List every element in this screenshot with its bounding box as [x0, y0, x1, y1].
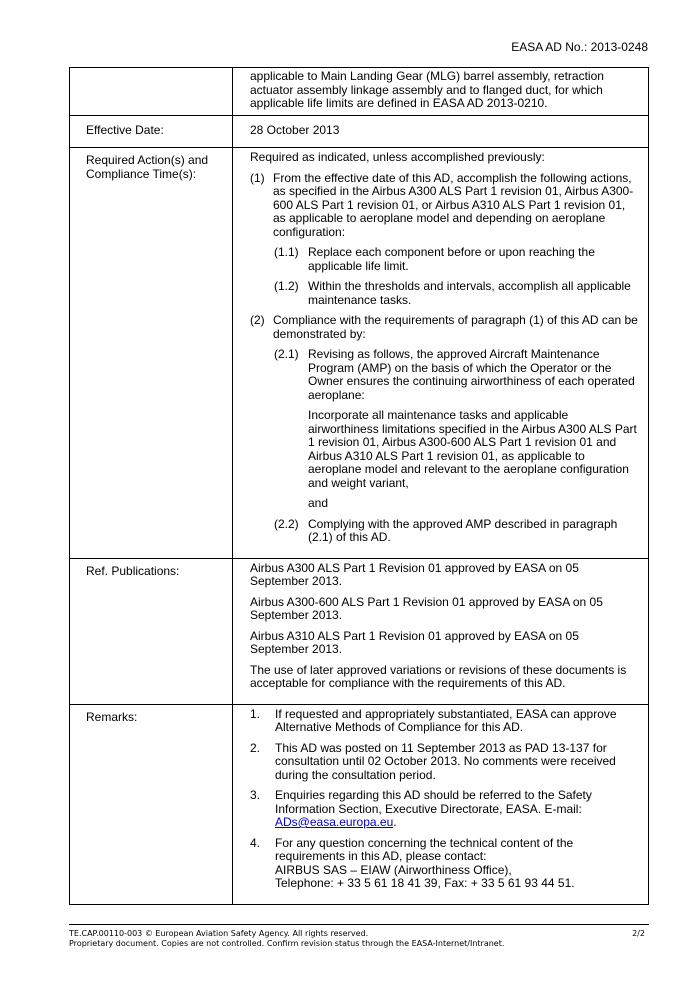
and-text: and: [308, 496, 329, 510]
remark-3: 3. Enquiries regarding this AD should be referred to the Safety Information Section, Executive Directorate, EASA. E-mail: ADs@easa.europa.eu.: [250, 788, 592, 829]
paragraph-2: (2) Compliance with the requirements of paragraph (1) of this AD can be demonstrated by:: [250, 313, 638, 341]
ref-publications-label: Ref. Publications:: [70, 558, 233, 704]
paragraph-2-2: (2.2) Complying with the approved AMP described in paragraph (2.1) of this AD.: [274, 516, 618, 544]
email-link[interactable]: ADs@easa.europa.eu: [275, 815, 394, 829]
ref-item: Airbus A310 ALS Part 1 Revision 01 approved by EASA on 05 September 2013.: [250, 628, 579, 656]
required-actions-row: [70, 148, 649, 559]
remarks-label: Remarks:: [70, 704, 233, 904]
ad-number-header: EASA AD No.: 2013-0248: [511, 40, 648, 54]
remarks-content: [233, 704, 649, 904]
applicability-row: [70, 68, 649, 116]
effective-date-row: [70, 115, 649, 148]
required-actions-content: [233, 148, 649, 559]
footer-disclaimer: Proprietary document. Copies are not controlled. Confirm revision status through the EASA-Internet/Intranet.: [69, 939, 505, 948]
remarks-row: [70, 704, 649, 904]
remark-2: 2. This AD was posted on 11 September 2013 as PAD 13-137 for consultation until 02 October 2013. No comments were received during the consultation period.: [250, 740, 616, 782]
paragraph-2-1-detail: Incorporate all maintenance tasks and applicable airworthiness limitations specified in the Airbus A300 ALS Part 1 revision 01, Airbus A300-600 ALS Part 1 revision 01 and Airbus A310 ALS Part 1 revision 01, as applicable to aeroplane model and relevant to the aeroplane configuration and weight variant,: [308, 408, 637, 490]
effective-date-value: 28 October 2013: [233, 115, 649, 148]
paragraph-1-1: (1.1) Replace each component before or upon reaching the applicable life limit.: [274, 245, 595, 273]
applicability-value: applicable to Main Landing Gear (MLG) barrel assembly, retraction actuator assembly linkage assembly and to flanged duct, for which applicable life limits are defined in EASA AD 2013-0210.: [233, 68, 649, 116]
paragraph-2-1: (2.1) Revising as follows, the approved Aircraft Maintenance Program (AMP) on the basis of which the Operator or the Owner ensures the continuing airworthiness of each operated aeroplane:: [274, 347, 635, 402]
ref-item: Airbus A300 ALS Part 1 Revision 01 approved by EASA on 05 September 2013.: [250, 560, 579, 588]
ref-publications-content: [233, 558, 649, 704]
ref-publications-row: [70, 558, 649, 704]
required-actions-label: Required Action(s) and Compliance Time(s):: [70, 148, 233, 559]
ref-item: The use of later approved variations or revisions of these documents is acceptable for compliance with the requirements of this AD.: [250, 662, 627, 690]
effective-date-label: Effective Date:: [70, 115, 233, 148]
ref-item: Airbus A300-600 ALS Part 1 Revision 01 approved by EASA on 05 September 2013.: [250, 594, 603, 622]
remark-1: 1. If requested and appropriately substantiated, EASA can approve Alternative Methods of Compliance for this AD.: [250, 706, 617, 734]
required-intro: Required as indicated, unless accomplished previously:: [250, 150, 545, 164]
page-number: 2/2: [632, 929, 645, 938]
ad-table: [69, 67, 649, 905]
footer-copyright: TE.CAP.00110-003 © European Aviation Safety Agency. All rights reserved.: [69, 929, 369, 938]
page-footer: [69, 924, 649, 949]
applicability-label-cell: [70, 68, 233, 116]
paragraph-1: (1) From the effective date of this AD, accomplish the following actions, as specified in the Airbus A300 ALS Part 1 revision 01, Airbus A300-600 ALS Part 1 revision 01, or Airbus A310 ALS Part 1 revision 01, as applicable to aeroplane model and depending on aeroplane configuration:: [250, 170, 634, 239]
paragraph-1-2: (1.2) Within the thresholds and intervals, accomplish all applicable maintenance tasks.: [274, 279, 631, 307]
remark-4: 4. For any question concerning the technical content of the requirements in this AD, please contact: AIRBUS SAS – EIAW (Airworthiness Office), Telephone: + 33 5 61 18 41 39, Fax: + 33 5 61 93 44 51.: [250, 835, 575, 890]
